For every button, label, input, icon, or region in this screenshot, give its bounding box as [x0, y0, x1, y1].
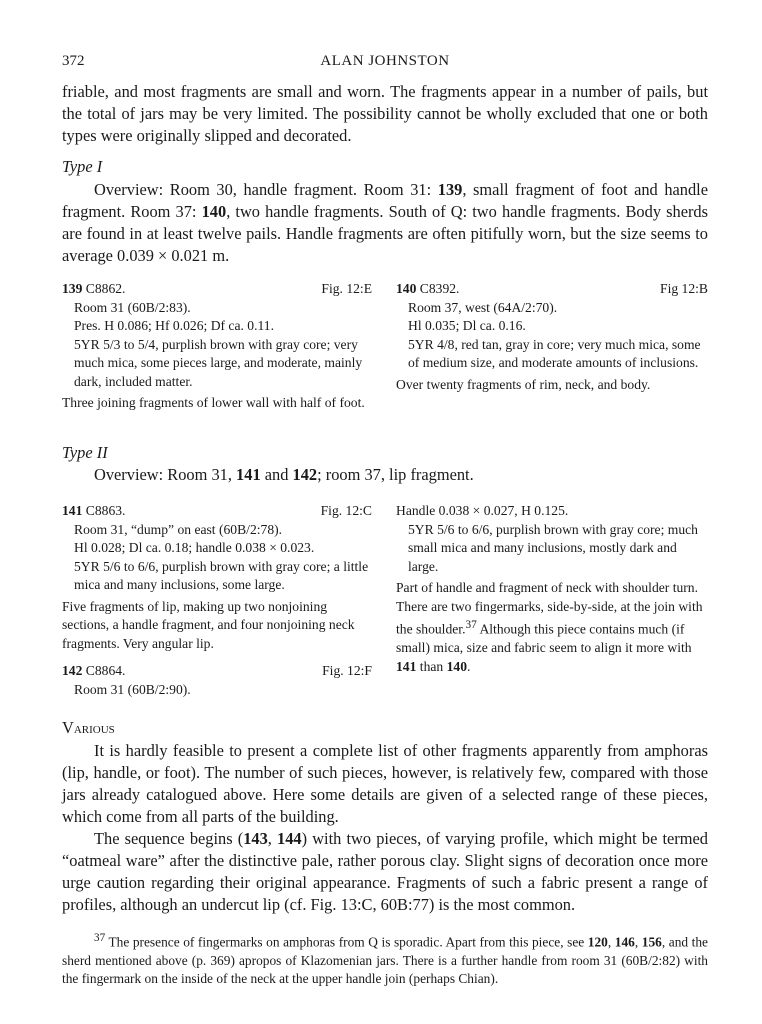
entry-description: Three joining fragments of lower wall with half of foot. [62, 395, 365, 410]
type-2-overview: Overview: Room 31, 141 and 142; room 37, lip fragment. [94, 465, 474, 484]
intro-paragraph: friable, and most fragments are small and worn. The fragments appear in a number of pails, but the total of jars may be very limited. The possibility cannot be wholly excluded that one or both types were originally slipped and decorated. [62, 82, 708, 145]
various-paragraph-2: The sequence begins (143, 144) with two pieces, of varying profile, which might be termed “oatmeal ware” after the distinctive pale, rather porous clay. Slight signs of decoration once more urge caution regarding their original appearance. Fragments of such a fabric present a range of profiles, although an undercut lip (cf. Fig. 13:C, 60B:77) is the most common. [62, 829, 708, 914]
catalogue-entry-139: 139 C8862. Fig. 12:E Room 31 (60B/2:83). Pres. H 0.086; Hf 0.026; Df ca. 0.11. 5YR 5/3 to 5/4, purplish brown with gray core; very much mica, some pieces large, and moderate, mainly dark, included matter. Three joining fragments of lower wall with half of foot. [62, 280, 372, 413]
catalogue-entry-140: 140 C8392. Fig 12:B Room 37, west (64A/2:70). Hl 0.035; Dl ca. 0.16. 5YR 4/8, red tan, gray in core; very much mica, some of medium size, and moderate amounts of inclusions. Over twenty fragments of rim, neck, and body. [396, 280, 708, 394]
catalogue-entry-142: 142 C8864. Fig. 12:F Room 31 (60B/2:90). [62, 663, 372, 697]
type-2-heading: Type II [62, 443, 108, 462]
catalogue-entry-142-continued: Handle 0.038 × 0.027, H 0.125. 5YR 5/6 to 6/6, purplish brown with gray core; much small mica and many inclusions, mostly dark and large. Part of handle and fragment of neck with shoulder turn. There are two fingermarks, side-by-side, at the join with the shoulder.$^{37}$ Although this piece contains much (if small) mica, size and fabric seem to align it more with 141 than 140. [396, 502, 708, 676]
entry-description: Five fragments of lip, making up two nonjoining sections, a handle fragment, and four nonjoining neck fragments. Very angular lip. [62, 598, 355, 651]
entry-description: Over twenty fragments of rim, neck, and body. [396, 376, 651, 392]
page [62, 0, 708, 1024]
various-heading: Various [62, 718, 115, 737]
figure-ref: Fig. 12:C [320, 503, 372, 518]
figure-ref: Fig. 12:F [322, 663, 372, 678]
page-number: 372 [62, 53, 85, 69]
entry-description: Part of handle and fragment of neck with shoulder turn. There are two fingermarks, side-by-side, at the join with the shoulder.$^{37}$ Although this piece contains much (if small) mica, size and fabric seem to align it more with 141 than 140. [396, 580, 703, 674]
type-1-heading: Type I [62, 157, 103, 176]
running-head: ALAN JOHNSTON [320, 53, 450, 69]
figure-ref: Fig. 12:E [321, 281, 372, 296]
catalogue-entry-141: 141 C8863. Fig. 12:C Room 31, “dump” on east (60B/2:78). Hl 0.028; Dl ca. 0.18; handle 0.038 × 0.023. 5YR 5/6 to 6/6, purplish brown with gray core; a little mica and many inclusions, some large. Five fragments of lip, making up two nonjoining sections, a handle fragment, and four nonjoining neck fragments. Very angular lip. [62, 502, 372, 653]
type-1-overview: Overview: Room 30, handle fragment. Room 31: 139, small fragment of foot and handle fragment. Room 37: 140, two handle fragments. South of Q: two handle fragments. Body sherds are found in at least twelve pails. Handle fragments are often pitifully worn, but the size seems to average 0.039 × 0.021 m. [62, 180, 709, 265]
footnote-ref: 37 [465, 619, 477, 631]
running-header [62, 53, 708, 73]
footnote-37: $^{37}$ The presence of fingermarks on amphoras from Q is sporadic. Apart from this piece, see 120, 146, 156, and the sherd mentioned above (p. 369) apropos of Klazomenian jars. There is a further handle from room 31 (60B/2:82) with the fingermark on the inside of the neck at the upper handle join (perhaps Chian). [62, 932, 708, 987]
various-paragraph-1: It is hardly feasible to present a complete list of other fragments apparently from amphoras (lip, handle, or foot). The number of such pieces, however, is relatively few, compared with those jars already catalogued above. Here some details are given of a selected range of these pieces, which come from all parts of the building. [62, 741, 708, 826]
figure-ref: Fig 12:B [660, 281, 708, 296]
